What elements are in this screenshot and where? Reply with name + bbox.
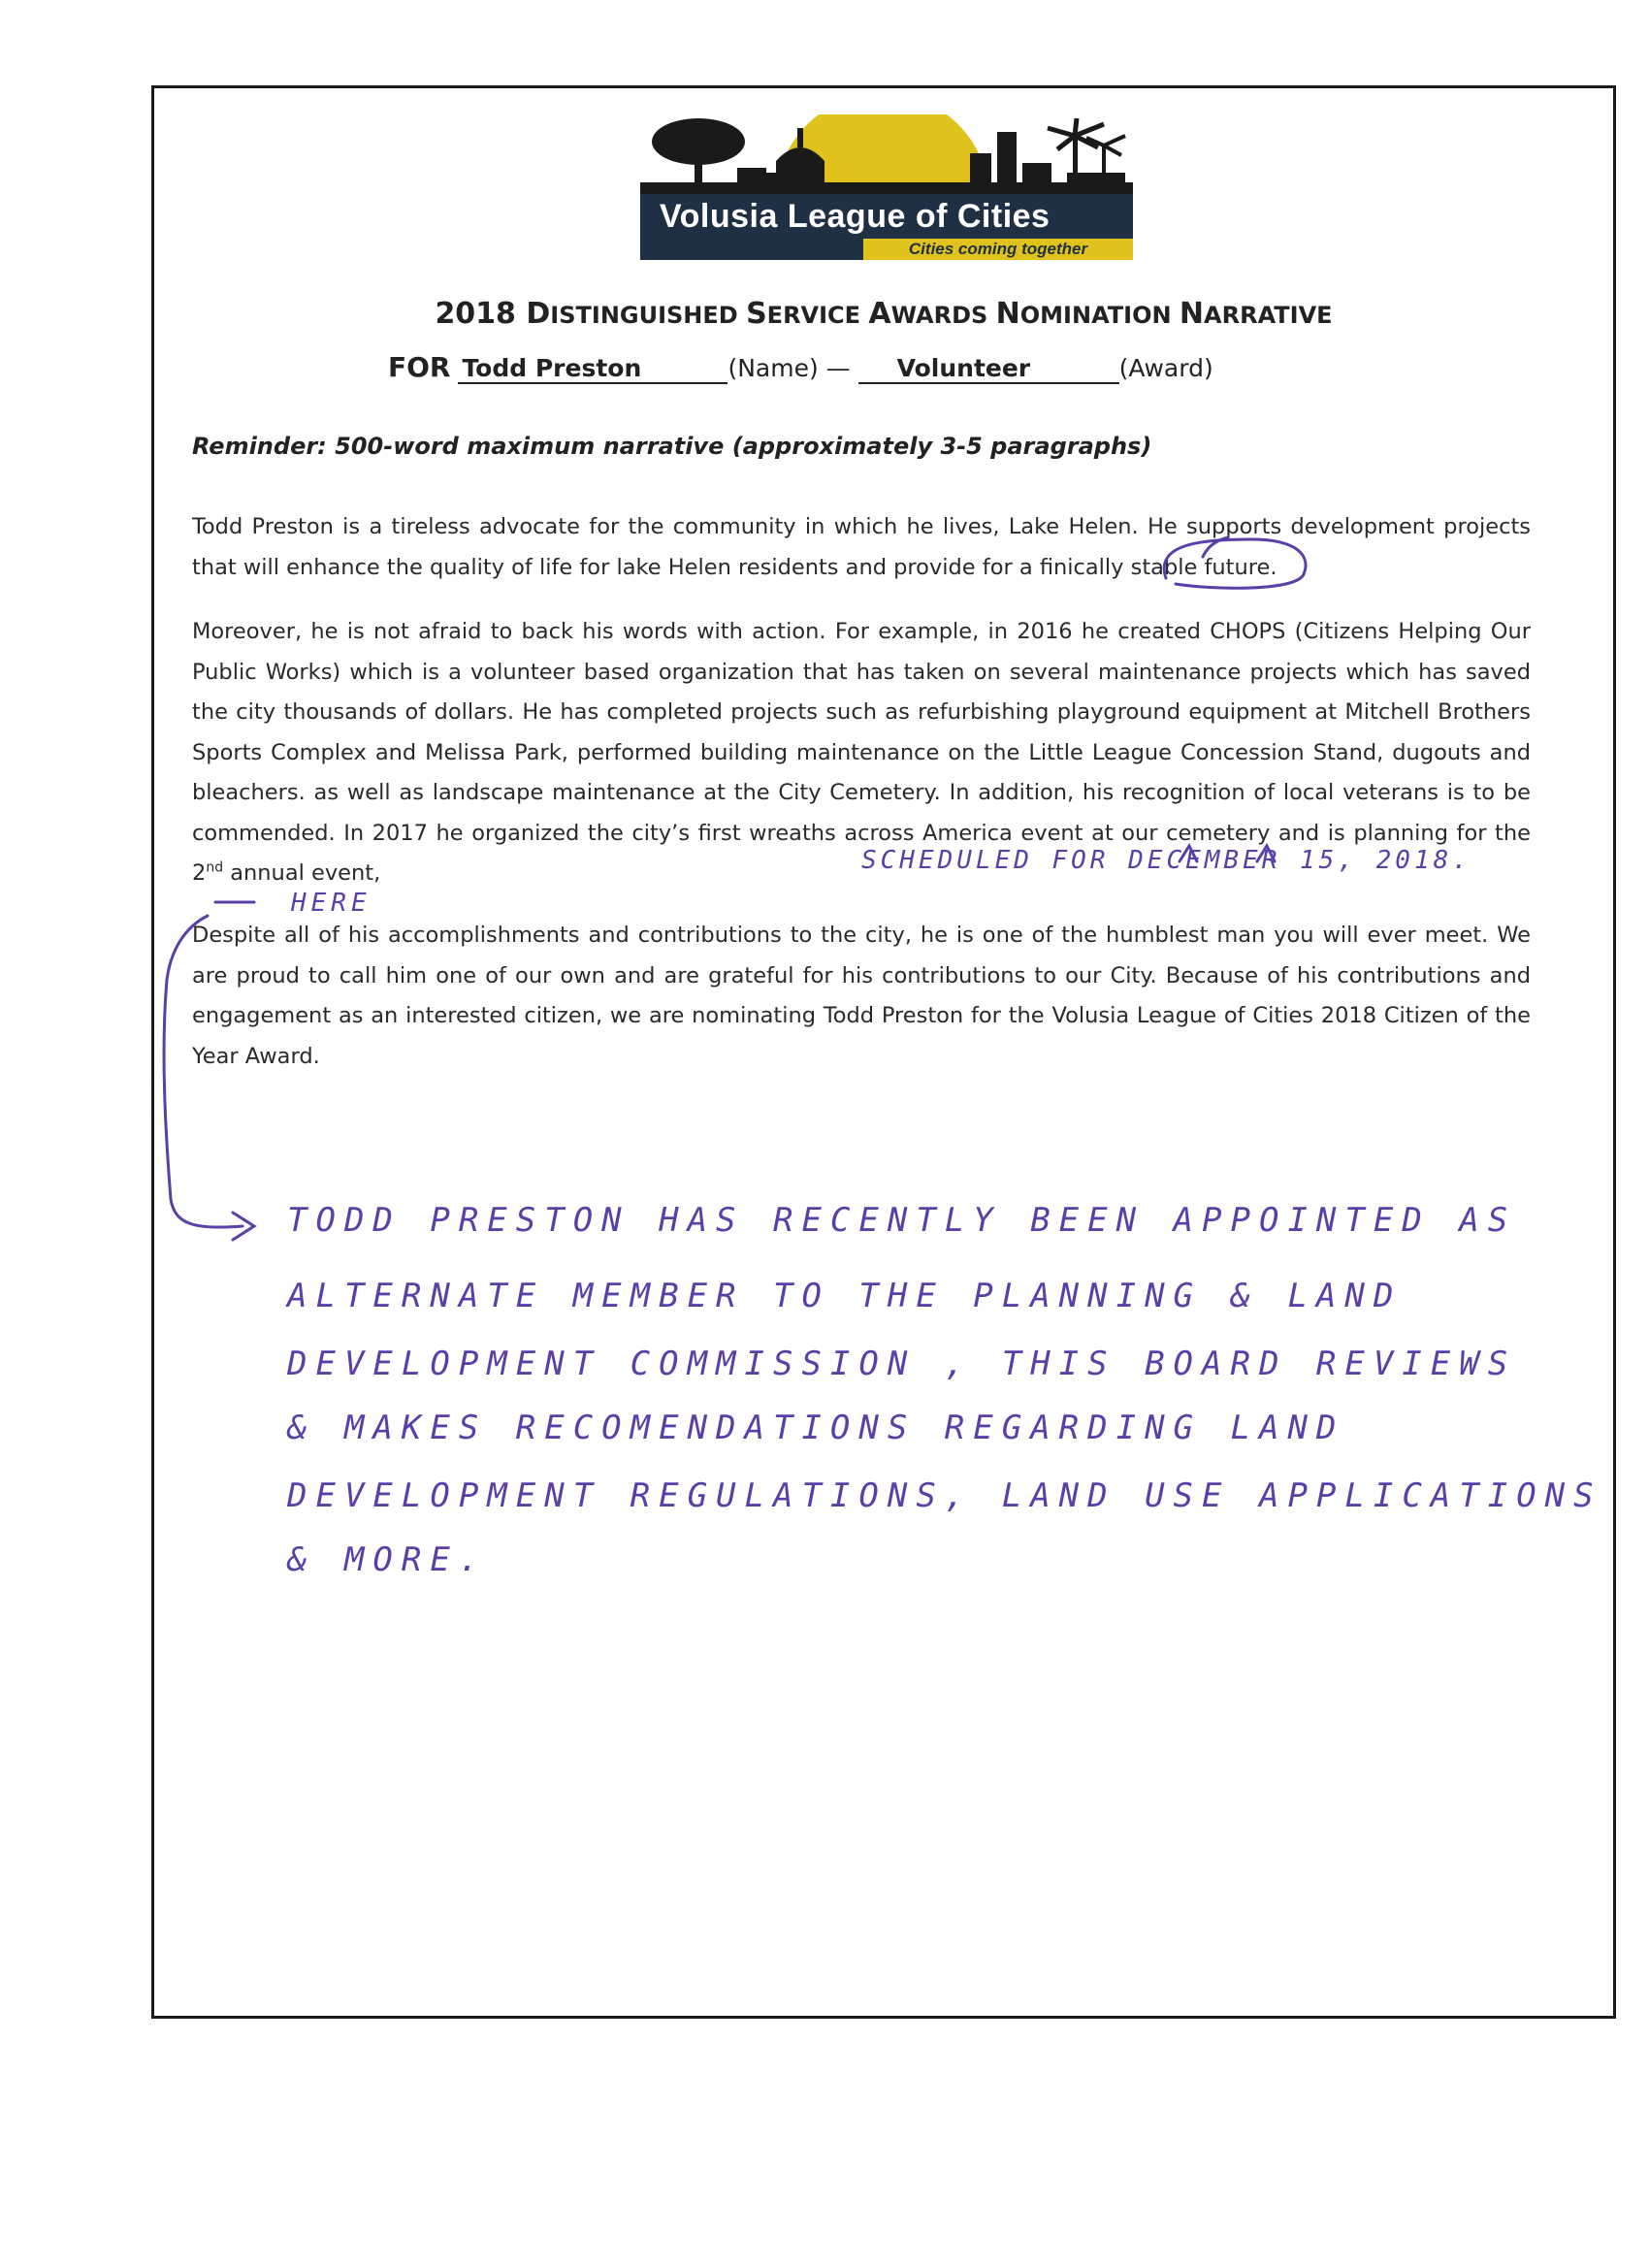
reminder-text: Reminder: 500-word maximum narrative (approximately 3-5 paragraphs) — [192, 433, 1152, 460]
handwritten-note-line: ALTERNATE MEMBER TO THE PLANNING & LAND — [287, 1277, 1403, 1315]
volusia-league-logo — [640, 114, 1133, 262]
logo-tagline: Cities coming together — [863, 239, 1133, 260]
nominee-line — [388, 351, 1213, 384]
handwritten-note-line: & MAKES RECOMENDATIONS REGARDING LAND — [287, 1409, 1345, 1447]
award-name: Volunteer — [858, 354, 1119, 384]
handwritten-date-insert: SCHEDULED FOR DECEMBER 15, 2018. — [861, 846, 1471, 875]
skyline-graphic — [640, 114, 1133, 202]
handwritten-here-marker: HERE — [291, 889, 372, 918]
handwritten-note-line: TODD PRESTON HAS RECENTLY BEEN APPOINTED AS — [287, 1201, 1517, 1240]
name-label: (Name) — — [728, 354, 851, 382]
for-label: FOR — [388, 351, 451, 383]
narrative-paragraph-3: Despite all of his accomplishments and contributions to the city, he is one of the humblest man you will ever meet. We are proud to call him one of our own and are grateful for his contributions to our City. Because of his contributions and engagement as an interested citizen, we are nominating Todd Preston for the Volusia League of Cities 2018 Citizen of the Year Award. — [192, 923, 1531, 1069]
handwritten-note-line: DEVELOPMENT COMMISSION , THIS BOARD REVIEWS — [287, 1345, 1517, 1383]
award-label: (Award) — [1118, 354, 1213, 382]
page-title: 2018 DISTINGUISHED SERVICE AWARDS NOMINATION NARRATIVE — [435, 297, 1333, 331]
narrative-paragraph-1: Todd Preston is a tireless advocate for the community in which he lives, Lake Helen. He supports development projects that will enhance the quality of life for lake Helen residents and provide for a finically stable future. — [192, 514, 1531, 580]
narrative-paragraph-2: Moreover, he is not afraid to back his words with action. For example, in 2016 he created CHOPS (Citizens Helping Our Public Works) which is a volunteer based organization that has taken on several maintenance projects which has saved the city thousands of dollars. He has completed projects such as refurbishing playground equipment at Mitchell Brothers Sports Complex and Melissa Park, performed building maintenance on the Little League Concession Stand, dugouts and bleachers. as well as landscape maintenance at the City Cemetery. In addition, his recognition of local veterans is to be commended. In 2017 he organized the city’s first wreaths across America event at our cemetery and is planning for the 2nd annual event, — [192, 619, 1531, 886]
handwritten-note-line: DEVELOPMENT REGULATIONS, LAND USE APPLICATIONS — [287, 1476, 1602, 1515]
handwritten-note-line: & MORE. — [287, 1540, 488, 1579]
nominee-name: Todd Preston — [458, 354, 728, 384]
logo-title: Volusia League of Cities — [660, 198, 1051, 235]
